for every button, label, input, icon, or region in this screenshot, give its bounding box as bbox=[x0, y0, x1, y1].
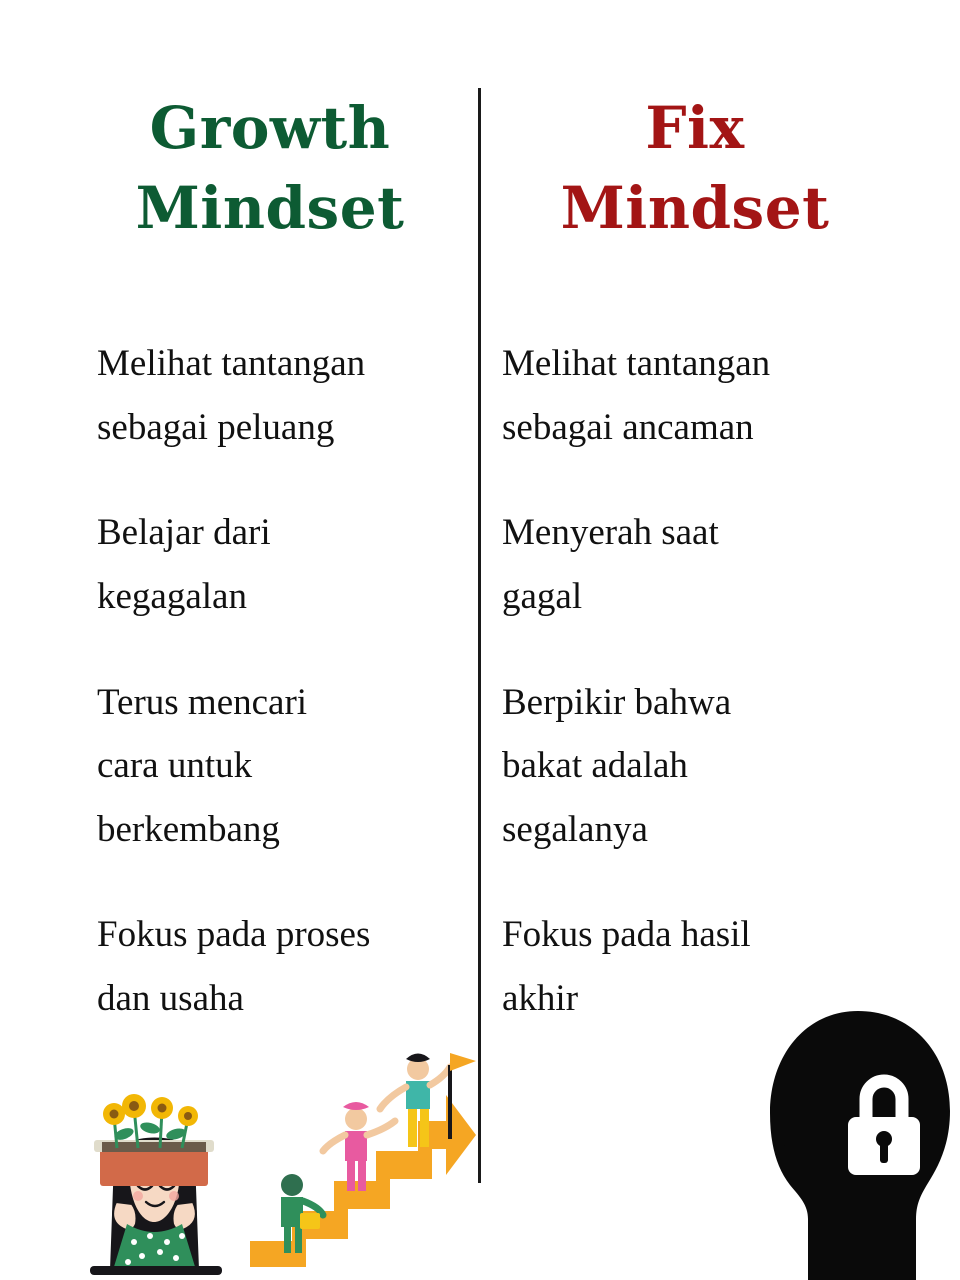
title-line: Growth bbox=[149, 94, 391, 162]
list-item bbox=[502, 671, 895, 862]
list-item-line: Melihat tantangan bbox=[502, 343, 771, 385]
locked-head-silhouette-illustration bbox=[770, 1005, 955, 1280]
list-item-line: sebagai peluang bbox=[97, 406, 335, 448]
list-item-line: Fokus pada hasil bbox=[502, 914, 751, 956]
list-item-line: dan usaha bbox=[97, 978, 244, 1020]
list-item-line: berkembang bbox=[97, 808, 280, 850]
list-item bbox=[97, 903, 470, 1030]
list-item-line: Belajar dari bbox=[97, 512, 271, 554]
list-item-line: Melihat tantangan bbox=[97, 343, 366, 385]
list-item-line: Terus mencari bbox=[97, 681, 308, 723]
list-item bbox=[502, 332, 895, 459]
growth-mindset-column bbox=[70, 88, 470, 1073]
flower-head-girl-illustration bbox=[72, 1090, 237, 1275]
list-item bbox=[97, 332, 470, 459]
list-item-line: cara untuk bbox=[97, 745, 253, 787]
list-item-line: segalanya bbox=[502, 808, 648, 850]
list-item bbox=[97, 501, 470, 628]
fix-mindset-list bbox=[502, 332, 895, 1031]
title-line: Fix bbox=[645, 94, 745, 162]
list-item-line: gagal bbox=[502, 575, 583, 617]
fix-mindset-column bbox=[495, 88, 895, 1073]
list-item bbox=[502, 501, 895, 628]
column-divider bbox=[478, 88, 481, 1183]
list-item-line: bakat adalah bbox=[502, 745, 688, 787]
title-line: Mindset bbox=[560, 174, 830, 243]
list-item-line: Berpikir bahwa bbox=[502, 681, 732, 723]
list-item-line: Menyerah saat bbox=[502, 512, 719, 554]
list-item bbox=[97, 671, 470, 862]
fix-mindset-title bbox=[495, 88, 895, 248]
list-item-line: sebagai ancaman bbox=[502, 406, 754, 448]
list-item-line: kegagalan bbox=[97, 575, 247, 617]
list-item-line: akhir bbox=[502, 978, 579, 1020]
list-item-line: Fokus pada proses bbox=[97, 914, 371, 956]
growth-mindset-title bbox=[70, 88, 470, 248]
title-line: Mindset bbox=[135, 174, 405, 243]
growth-mindset-list bbox=[97, 332, 470, 1031]
people-climbing-arrow-illustration bbox=[240, 1035, 480, 1275]
